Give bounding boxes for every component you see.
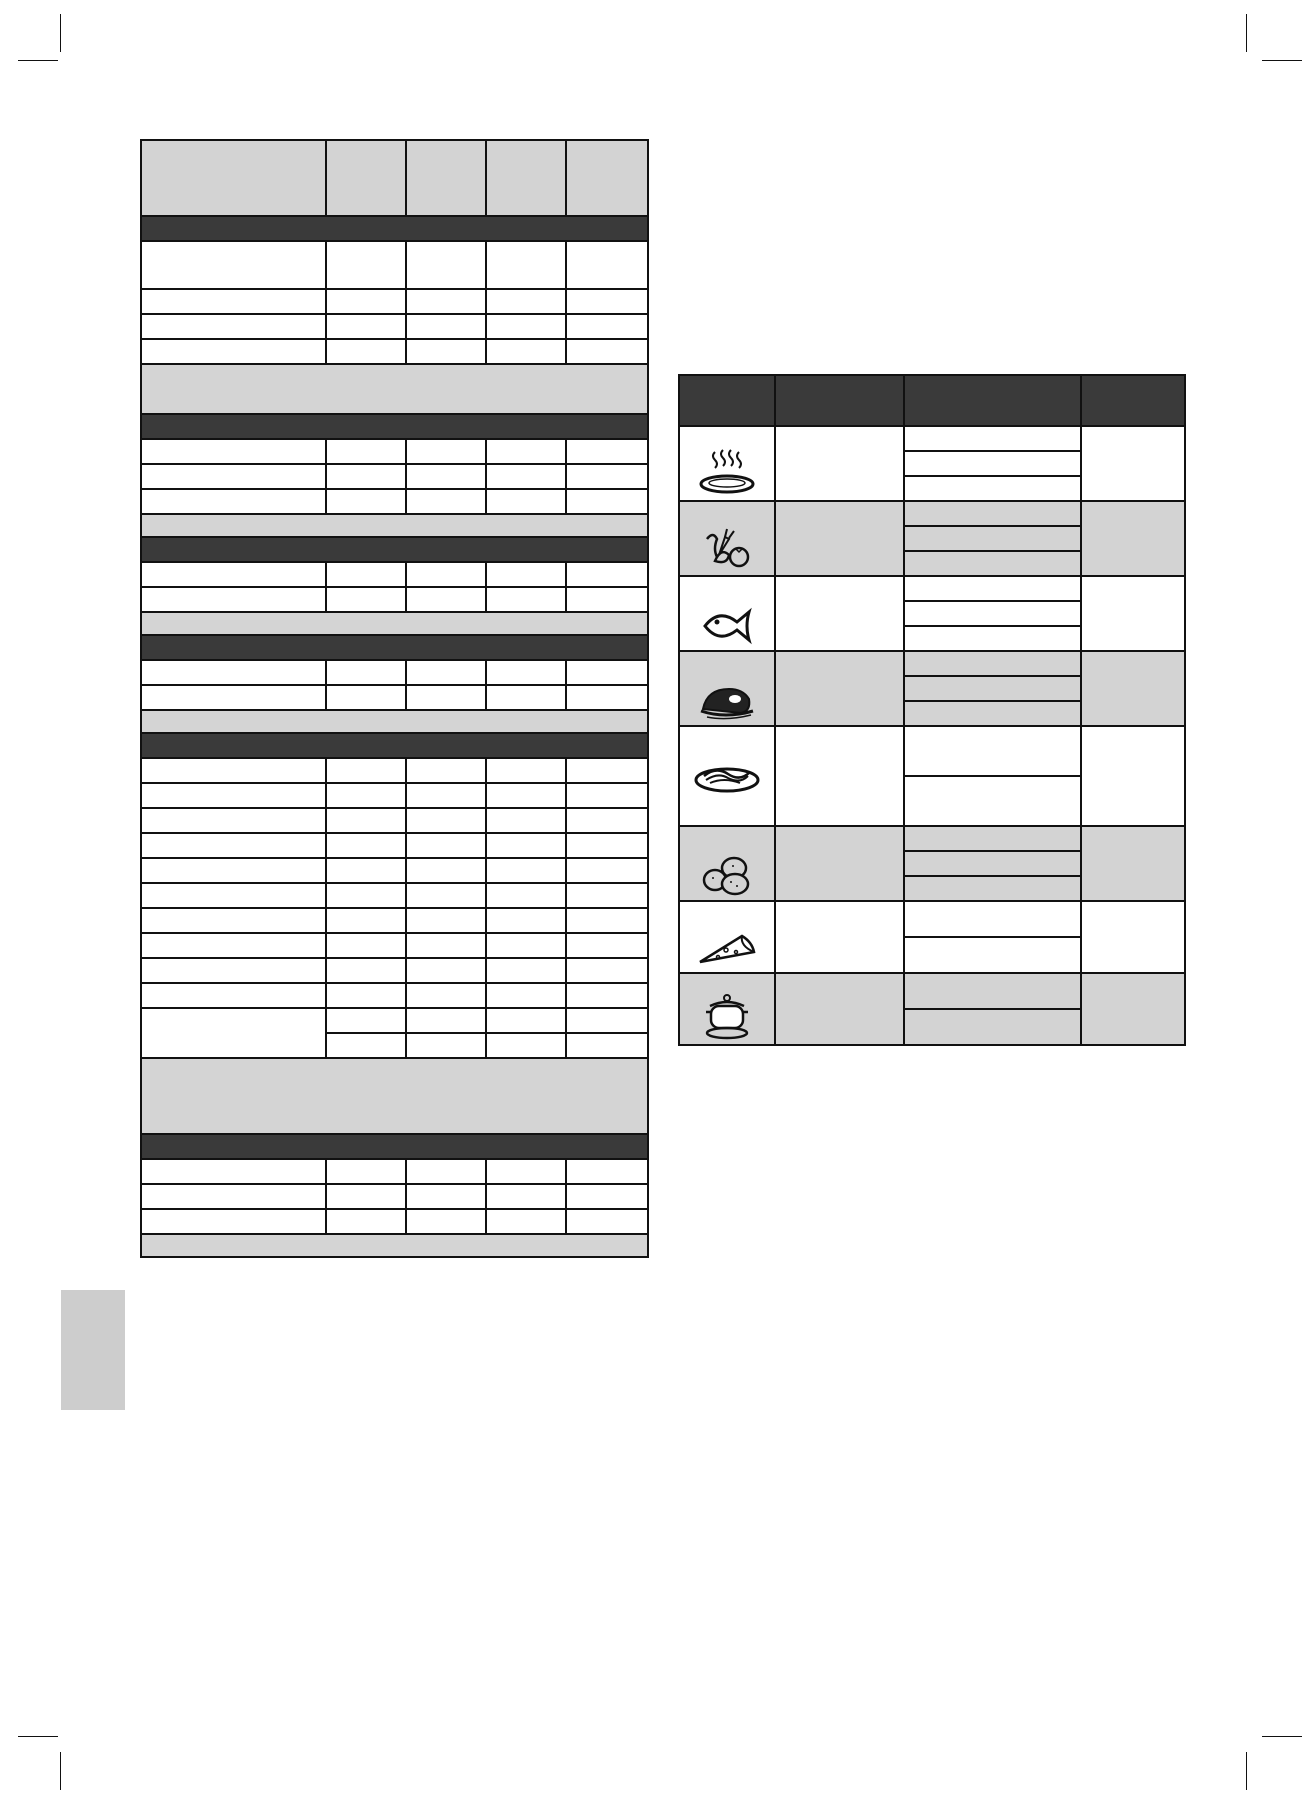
section-header-row xyxy=(141,414,648,439)
table-row xyxy=(679,901,1185,937)
table-row xyxy=(141,489,648,514)
vegetables-icon xyxy=(679,501,775,576)
table-row xyxy=(141,314,648,339)
table-header-row xyxy=(141,140,648,216)
table-row xyxy=(141,241,648,289)
note-row xyxy=(141,612,648,635)
crop-mark xyxy=(1246,1752,1247,1790)
table-row xyxy=(141,562,648,587)
section-header-row xyxy=(141,733,648,758)
table-row xyxy=(141,858,648,883)
pasta-plate-icon xyxy=(679,726,775,826)
table-row xyxy=(141,1008,648,1033)
crop-mark xyxy=(1246,14,1247,52)
table-row xyxy=(141,783,648,808)
table-row xyxy=(141,1159,648,1184)
table-row xyxy=(141,685,648,710)
table-row xyxy=(141,758,648,783)
cooking-table-left xyxy=(140,139,649,1258)
casserole-pot-icon xyxy=(679,973,775,1045)
table-row xyxy=(141,339,648,364)
section-header-row xyxy=(141,216,648,241)
note-row xyxy=(141,1058,648,1134)
crop-mark xyxy=(1262,1736,1302,1737)
steaming-plate-icon xyxy=(679,426,775,501)
table-row xyxy=(141,660,648,685)
fish-icon xyxy=(679,576,775,651)
crop-mark xyxy=(1262,60,1302,61)
potatoes-icon xyxy=(679,826,775,901)
table-row xyxy=(679,576,1185,601)
crop-mark xyxy=(60,1752,61,1790)
table-row xyxy=(141,833,648,858)
section-header-row xyxy=(141,635,648,660)
table-row xyxy=(679,973,1185,1009)
table-row xyxy=(141,983,648,1008)
table-row xyxy=(679,501,1185,526)
table-row xyxy=(679,426,1185,451)
table-row xyxy=(679,726,1185,776)
table-row xyxy=(141,439,648,464)
note-row xyxy=(141,710,648,733)
table-row xyxy=(141,464,648,489)
table-row xyxy=(141,587,648,612)
meat-icon xyxy=(679,651,775,726)
table-row xyxy=(141,933,648,958)
note-row xyxy=(141,514,648,537)
table-row xyxy=(679,826,1185,851)
note-row xyxy=(141,1234,648,1257)
table-row xyxy=(141,1184,648,1209)
table-row xyxy=(141,289,648,314)
crop-mark xyxy=(18,60,58,61)
table-row xyxy=(141,883,648,908)
table-row xyxy=(141,1209,648,1234)
side-tab xyxy=(61,1290,125,1410)
crop-mark xyxy=(60,14,61,52)
section-header-row xyxy=(141,537,648,562)
note-row xyxy=(141,364,648,414)
pizza-slice-icon xyxy=(679,901,775,973)
table-row xyxy=(141,908,648,933)
section-header-row xyxy=(141,1134,648,1159)
table-row xyxy=(679,651,1185,676)
table-header-row xyxy=(679,375,1185,426)
food-category-table xyxy=(678,374,1186,1046)
crop-mark xyxy=(18,1736,58,1737)
table-row xyxy=(141,808,648,833)
table-row xyxy=(141,958,648,983)
